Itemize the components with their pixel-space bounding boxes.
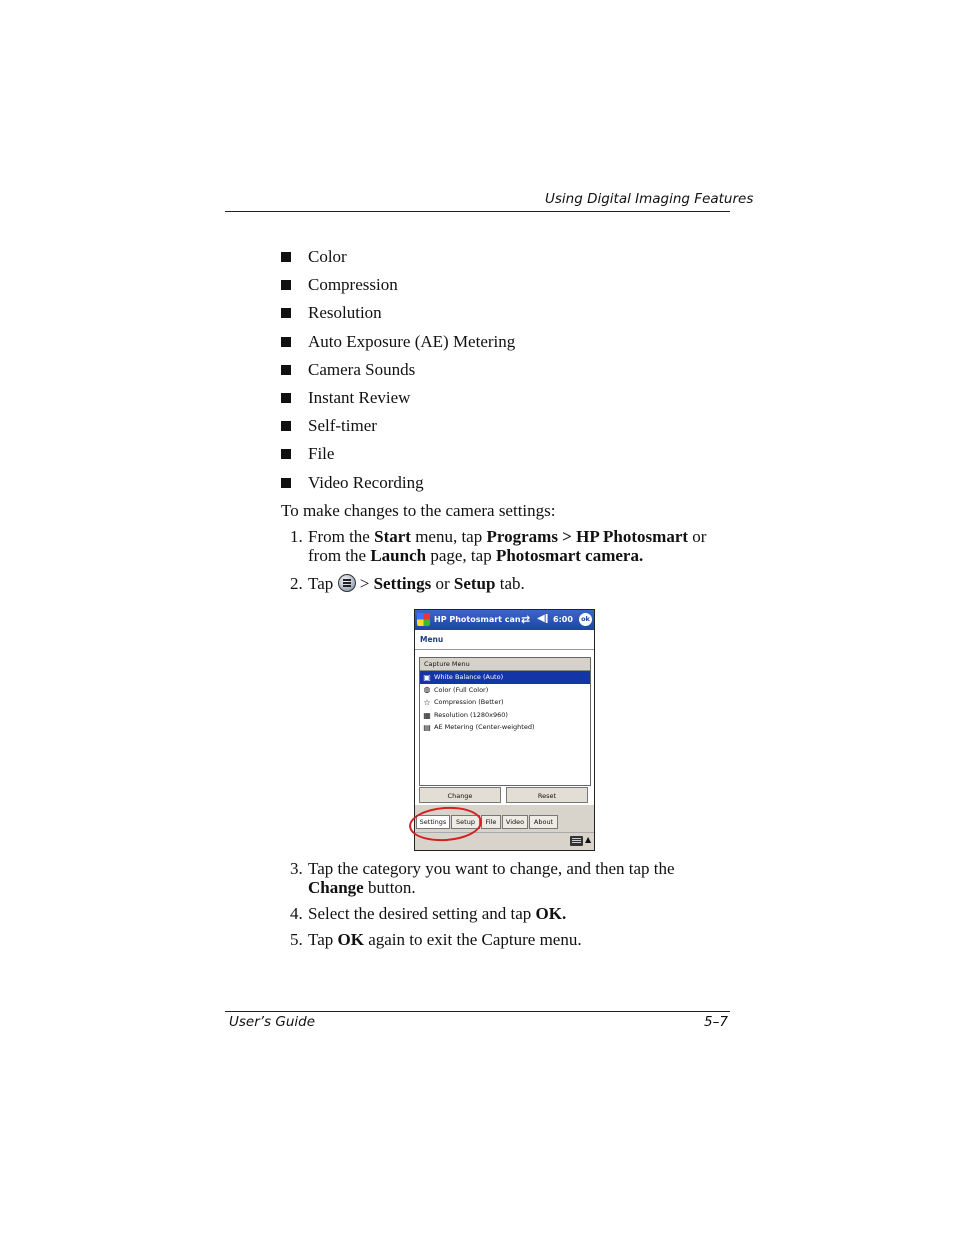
list-item-text: Color bbox=[308, 247, 347, 266]
list-item-text: Compression bbox=[308, 275, 398, 295]
step-bold: OK bbox=[337, 930, 364, 949]
list-item-text: Compression (Better) bbox=[434, 698, 504, 707]
step-bold: Setup bbox=[453, 574, 496, 593]
bullet-square-icon bbox=[281, 478, 291, 488]
keyboard-icon[interactable] bbox=[570, 836, 583, 846]
change-button[interactable]: Change bbox=[419, 787, 501, 803]
tab-video[interactable]: Video bbox=[502, 815, 528, 829]
list-item bbox=[280, 331, 515, 359]
list-item bbox=[280, 472, 515, 500]
list-item bbox=[280, 246, 515, 274]
step-text: From the bbox=[308, 527, 375, 546]
step-bold: Change bbox=[308, 878, 364, 897]
list-item-text: White Balance (Auto) bbox=[434, 673, 504, 681]
step-text: Select the desired setting and tap bbox=[308, 904, 536, 923]
step-1 bbox=[290, 527, 730, 565]
device-app-title: HP Photosmart can bbox=[434, 615, 521, 624]
bullet-square-icon bbox=[281, 308, 291, 318]
list-item-text: Resolution bbox=[308, 303, 382, 323]
tab-file[interactable]: File bbox=[481, 815, 501, 829]
header-rule bbox=[225, 211, 730, 212]
step-text: tab. bbox=[495, 574, 525, 593]
list-item-text: Video Recording bbox=[308, 472, 424, 492]
bullet-square-icon bbox=[281, 337, 291, 347]
footer-guide-title: User’s Guide bbox=[229, 1014, 316, 1030]
device-title-bar bbox=[415, 610, 594, 630]
list-item[interactable] bbox=[420, 684, 590, 697]
list-item-text: File bbox=[308, 444, 335, 464]
tab-about[interactable]: About bbox=[529, 815, 558, 829]
step-number: 4. bbox=[290, 904, 303, 923]
list-item[interactable] bbox=[420, 696, 590, 709]
step-text: from the bbox=[308, 546, 371, 565]
compression-star-icon: ☆ bbox=[423, 697, 431, 707]
step-text: Tap bbox=[308, 930, 338, 949]
color-icon: ◍ bbox=[423, 685, 431, 695]
resolution-icon: ▦ bbox=[423, 710, 431, 720]
list-item-text: Color (Full Color) bbox=[434, 685, 489, 694]
step-5 bbox=[290, 930, 730, 949]
settings-bullet-list bbox=[280, 246, 515, 500]
step-bold: OK. bbox=[535, 904, 567, 923]
menu-label: Menu bbox=[420, 635, 444, 644]
step-number: 5. bbox=[290, 930, 303, 949]
capture-menu-list[interactable] bbox=[419, 657, 591, 786]
step-number: 2. bbox=[290, 574, 303, 593]
windows-start-icon[interactable] bbox=[417, 613, 430, 626]
ok-button[interactable]: ok bbox=[579, 613, 592, 626]
list-item[interactable] bbox=[420, 721, 590, 734]
bullet-square-icon bbox=[281, 280, 291, 290]
capture-menu-area bbox=[415, 630, 594, 805]
step-text: again to exit the Capture menu. bbox=[363, 930, 582, 949]
step-3 bbox=[290, 859, 730, 897]
running-header: Using Digital Imaging Features bbox=[545, 191, 754, 207]
list-item bbox=[280, 302, 515, 330]
ae-metering-icon: ▤ bbox=[423, 723, 431, 733]
list-item bbox=[280, 359, 515, 387]
list-item-text: Auto Exposure (AE) Metering bbox=[308, 331, 516, 351]
step-bold: Launch bbox=[370, 546, 427, 565]
list-item bbox=[280, 274, 515, 302]
list-item-text: Resolution (1280x960) bbox=[434, 710, 508, 719]
volume-icon[interactable]: ◀ǀ bbox=[537, 613, 549, 624]
bullet-square-icon bbox=[281, 365, 291, 375]
step-text: page, tap bbox=[426, 546, 496, 565]
step-text: Tap bbox=[308, 574, 338, 593]
list-item[interactable] bbox=[420, 709, 590, 722]
step-bold: Programs > HP Photosmart bbox=[486, 527, 689, 546]
footer-rule bbox=[225, 1011, 730, 1012]
list-item bbox=[280, 415, 515, 443]
intro-paragraph: To make changes to the camera settings: bbox=[281, 501, 556, 520]
list-item-text: AE Metering (Center-weighted) bbox=[434, 723, 535, 732]
device-clock[interactable]: 6:00 bbox=[553, 615, 573, 624]
menu-separator bbox=[415, 649, 594, 650]
list-header: Capture Menu bbox=[420, 658, 590, 671]
bullet-square-icon bbox=[281, 421, 291, 431]
page-number: 5–7 bbox=[704, 1014, 728, 1030]
tab-setup[interactable]: Setup bbox=[451, 815, 480, 829]
step-text: or bbox=[688, 527, 707, 546]
tab-settings[interactable]: Settings bbox=[416, 815, 450, 829]
list-item-text: Instant Review bbox=[308, 387, 411, 407]
list-item bbox=[280, 387, 515, 415]
connectivity-icon[interactable]: ⇄ bbox=[521, 613, 531, 626]
step-bold: Start bbox=[374, 527, 411, 546]
list-item-text: Camera Sounds bbox=[308, 359, 416, 379]
step-bold: Settings bbox=[373, 574, 432, 593]
bullet-square-icon bbox=[281, 393, 291, 403]
action-buttons bbox=[419, 787, 591, 804]
step-text: Tap the category you want to change, and then tap the bbox=[308, 859, 675, 878]
bullet-square-icon bbox=[281, 449, 291, 459]
bullet-square-icon bbox=[281, 252, 291, 262]
step-text: or bbox=[431, 574, 454, 593]
step-text: menu, tap bbox=[410, 527, 487, 546]
step-number: 3. bbox=[290, 859, 303, 878]
reset-button[interactable]: Reset bbox=[506, 787, 588, 803]
menu-icon bbox=[338, 574, 356, 592]
step-text: > bbox=[355, 574, 374, 593]
input-panel-arrow-icon[interactable]: ▲ bbox=[585, 835, 592, 844]
step-number: 1. bbox=[290, 527, 303, 546]
white-balance-icon: ▣ bbox=[423, 672, 431, 682]
step-4 bbox=[290, 904, 730, 923]
step-text: button. bbox=[363, 878, 416, 897]
list-item[interactable] bbox=[420, 671, 590, 684]
list-item-text: Self-timer bbox=[308, 416, 377, 436]
list-item bbox=[280, 443, 515, 471]
step-2 bbox=[290, 574, 730, 593]
step-bold: Photosmart camera. bbox=[495, 546, 644, 565]
